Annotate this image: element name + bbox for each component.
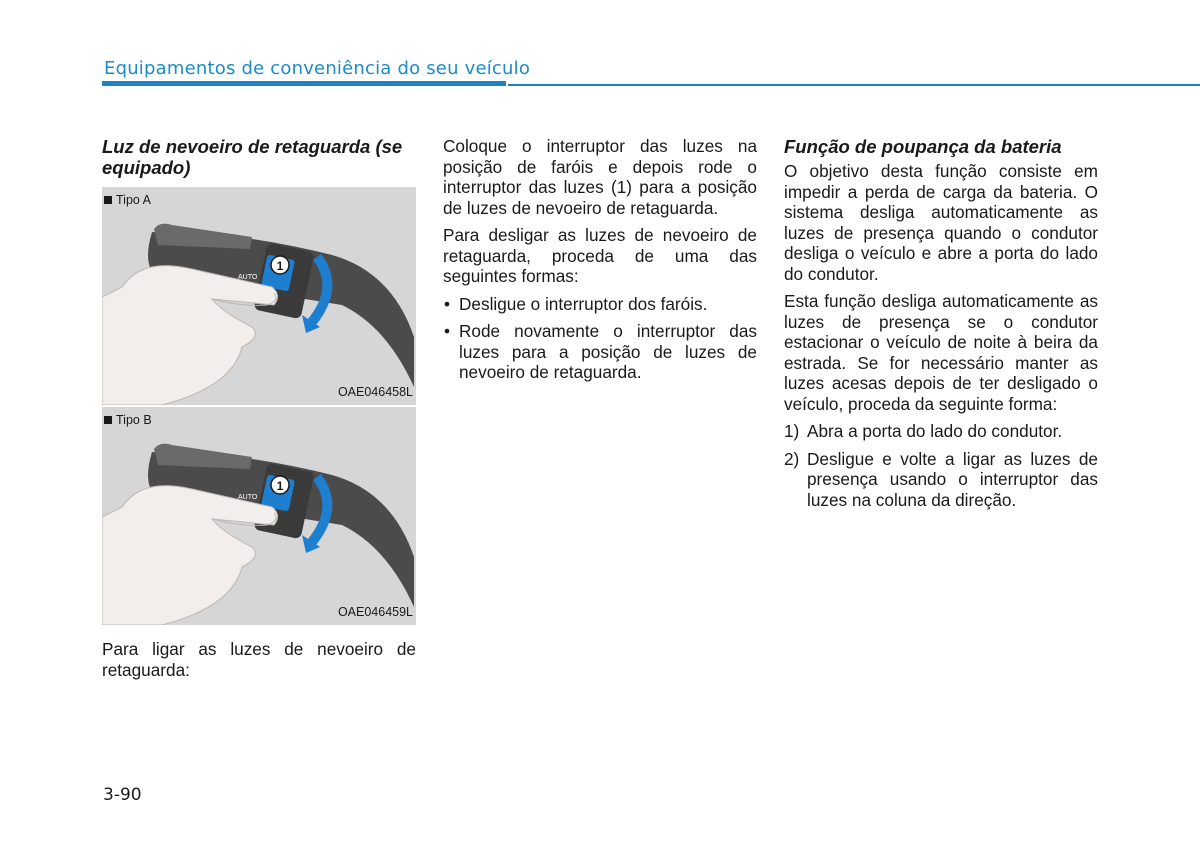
bullet-icon: • [444,293,451,314]
battery-saver-heading: Função de poupança da bateria [784,136,1062,157]
figure-type-b [102,407,416,625]
figure-code: OAE046458L [337,384,413,399]
callout-number: 1 [276,259,284,273]
switch-label-auto: AUTO [238,274,258,281]
column-right [784,136,1098,517]
bullet-icon: • [444,321,451,341]
square-bullet-icon [104,196,112,204]
header-rule-thin [508,84,1200,86]
steps-list [784,421,1098,510]
figure-type-a [102,187,416,405]
list-item: • Desligue o interruptor dos faróis. [444,293,708,314]
page-number: 3-90 [103,785,142,805]
rear-fog-heading: Luz de nevoeiro de retaguarda (se equipado) [102,136,403,178]
figure-type-label: Tipo B [104,410,152,431]
list-item: • Rode novamente o interruptor das luzes para a posição de luzes de nevoeiro de retaguarda. [444,321,757,382]
callout-number: 1 [276,479,284,493]
stalk-illustration [102,187,416,405]
figure-type-label: Tipo A [104,190,151,211]
paragraph-battery-objective: O objetivo desta função consiste em impedir a perda de carga da bateria. O sistema desliga automaticamente as luzes de presença quando o condutor desliga o veículo e abre a porta do lado do condutor. [784,161,1098,284]
stalk-illustration [102,407,416,625]
column-left [102,136,416,687]
section-header-title: Equipamentos de conveniência do seu veículo [104,58,531,79]
square-bullet-icon [104,416,112,424]
list-item: 2) Desligue e volte a ligar as luzes de presença usando o interruptor das luzes na coluna da direção. [784,448,1098,510]
paragraph-turn-off-intro: Para desligar as luzes de nevoeiro de retaguarda, proceda de uma das seguintes formas: [443,225,757,286]
switch-label-auto: AUTO [238,494,258,501]
list-item: 1) Abra a porta do lado do condutor. [784,421,1063,441]
turn-off-options-list [443,294,757,383]
step-number: 1) [784,421,800,441]
paragraph-switch-position: Coloque o interruptor das luzes na posição de faróis e depois rode o interruptor das luzes (1) para a posição de luzes de nevoeiro de retaguarda. [443,136,757,218]
turn-on-instruction: Para ligar as luzes de nevoeiro de retaguarda: [102,639,416,680]
column-middle [443,136,757,390]
paragraph-battery-roadside: Esta função desliga automaticamente as luzes de presença se o condutor estacionar o veículo de noite à beira da estrada. Se for necessário manter as luzes acesas depois de ter desligado o veículo, proceda da seguinte forma: [784,291,1098,414]
figure-code: OAE046459L [337,604,413,619]
header-rule-thick [102,81,506,86]
step-number: 2) [784,448,800,469]
